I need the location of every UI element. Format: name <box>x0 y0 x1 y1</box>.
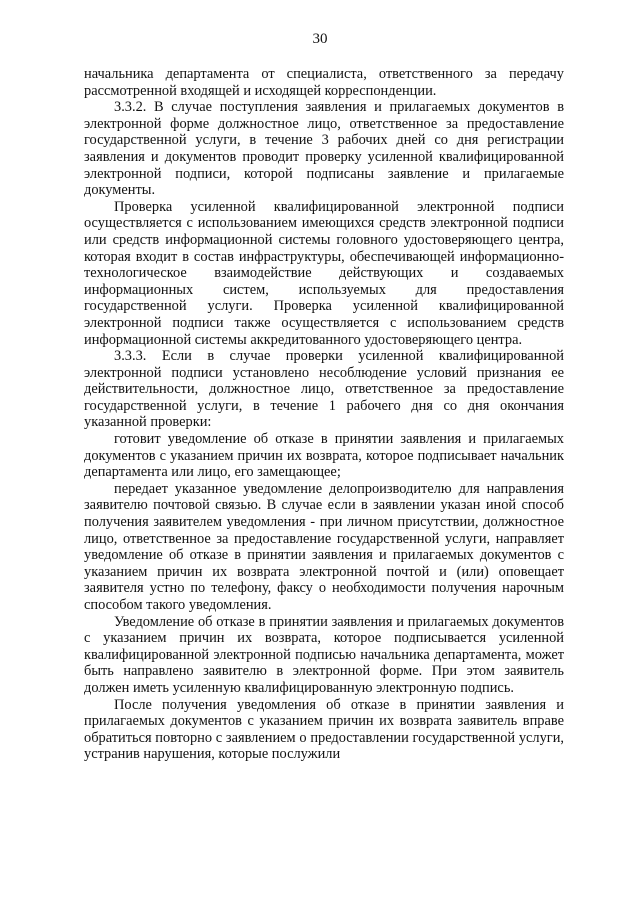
paragraph-3-3-2: 3.3.2. В случае поступления заявления и прилагаемых документов в электронной форме должностное лицо, ответственное за предоставление государственной услуги, в течение 3 рабочих дней со дня регистрации заявления и документов проводит проверку усиленной квалифицированной электронной подписи, которой подписаны заявление и прилагаемые документы. <box>84 99 564 199</box>
paragraph-transfers-notice: передает указанное уведомление делопроизводителю для направления заявителю почтовой связью. В случае если в заявлении указан иной способ получения заявителем уведомления - при личном присутствии, должностное лицо, ответственное за предоставление государственной услуги, направляет уведомление об отказе в принятии заявления и прилагаемых документов с указанием причин их возврата электронной почтой и (или) оповещает заявителя устно по телефону, факсу о необходимости получения нарочным способом такого уведомления. <box>84 480 564 613</box>
paragraph-3-3-3: 3.3.3. Если в случае проверки усиленной квалифицированной электронной подписи установлено несоблюдение условий признания ее действительности, должностное лицо, ответственное за предоставление государственной услуги, в течение 1 рабочего дня со дня окончания указанной проверки: <box>84 348 564 431</box>
paragraph-continuation: начальника департамента от специалиста, ответственного за передачу рассмотренной входящей и исходящей корреспонденции. <box>84 66 564 99</box>
paragraph-signature-check: Проверка усиленной квалифицированной электронной подписи осуществляется с использованием имеющихся средств электронной подписи или средств информационной системы головного удостоверяющего центра, которая входит в состав инфраструктуры, обеспечивающей информационно-технологическое взаимодействие действующих и создаваемых информационных систем, используемых для предоставления государственной услуги. Проверка усиленной квалифицированной электронной подписи также осуществляется с использованием средств информационной системы аккредитованного удостоверяющего центра. <box>84 198 564 348</box>
document-body <box>84 66 564 763</box>
paragraph-electronic-notice: Уведомление об отказе в принятии заявления и прилагаемых документов с указанием причин их возврата, которое подписывается усиленной квалифицированной электронной подписью начальника департамента, может быть направлено заявителю в электронной форме. При этом заявитель должен иметь усиленную квалифицированную электронную подпись. <box>84 613 564 696</box>
paragraph-reapply: После получения уведомления об отказе в принятии заявления и прилагаемых документов с указанием причин их возврата заявитель вправе обратиться повторно с заявлением о предоставлении государственной услуги, устранив нарушения, которые послужили <box>84 696 564 763</box>
paragraph-prepares-notice: готовит уведомление об отказе в принятии заявления и прилагаемых документов с указанием причин их возврата, которое подписывает начальник департамента или лицо, его замещающее; <box>84 431 564 481</box>
page-number: 30 <box>312 31 328 47</box>
